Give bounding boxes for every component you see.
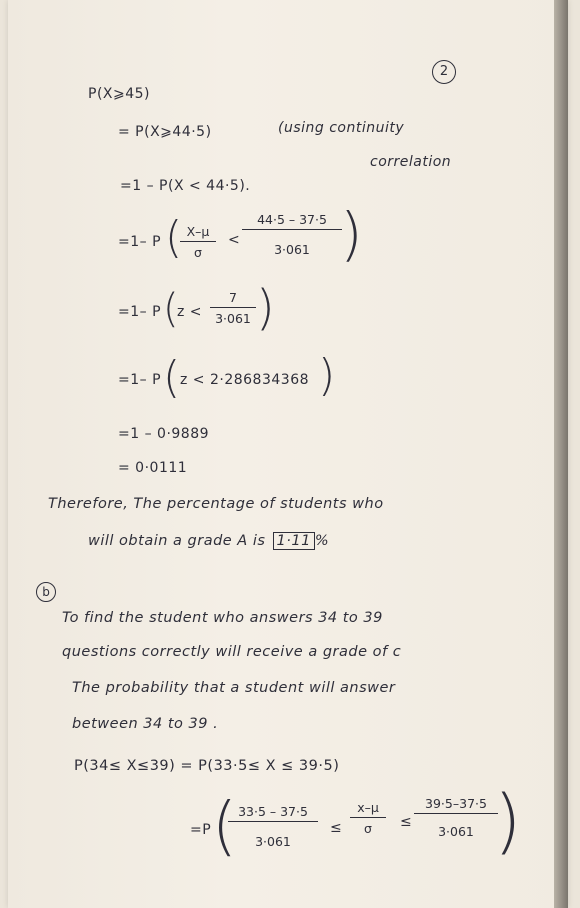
z-less: z < — [177, 304, 203, 320]
less-than: < — [228, 232, 241, 248]
standardize-prefix: =1– P — [118, 234, 162, 250]
decimal-prefix: =1– P — [118, 372, 162, 388]
continuity-step: = P(X⩾44·5) — [118, 124, 212, 140]
value-fraction: 44·5 – 37·5 3·061 — [242, 212, 342, 257]
result-step: = 0·0111 — [118, 460, 188, 476]
part-b-line-1: To find the student who answers 34 to 39 — [62, 610, 383, 626]
subtraction-step: =1 – 0·9889 — [118, 426, 210, 442]
z-fraction: 7 3·061 — [210, 290, 256, 326]
left-paren: ( — [163, 286, 179, 332]
conclusion-line-1: Therefore, The percentage of students who — [48, 496, 384, 512]
lower-bound-fraction: 33·5 – 37·5 3·061 — [228, 804, 318, 849]
right-paren: ) — [318, 350, 336, 401]
right-paren: ) — [340, 200, 363, 268]
part-b-line-4: between 34 to 39 . — [72, 716, 219, 732]
page-number-circle: 2 — [432, 60, 456, 84]
right-paren: ) — [494, 780, 522, 862]
conclusion-text: will obtain a grade A is — [88, 533, 266, 549]
standardized-fraction: x–μ σ — [350, 800, 386, 836]
page-edge-shadow — [554, 0, 568, 908]
part-b-line-3: The probability that a student will answer — [72, 680, 396, 696]
left-paren: ( — [163, 352, 181, 403]
z-prefix: =1– P — [118, 304, 162, 320]
decimal-inner: z < 2·286834368 — [180, 372, 310, 388]
prob-expression: P(X⩾45) — [88, 86, 151, 102]
interval-probability: P(34≤ X≤39) = P(33·5≤ X ≤ 39·5) — [74, 758, 340, 774]
continuity-note-cont: correlation — [370, 154, 452, 170]
boxed-answer: 1·11 — [273, 532, 315, 550]
part-b-line-2: questions correctly will receive a grade of c — [62, 644, 402, 660]
left-paren: ( — [165, 212, 183, 263]
complement-step: =1 – P(X < 44·5). — [120, 178, 251, 194]
standardize-fraction: X–μ σ — [180, 224, 216, 260]
left-paren: ( — [212, 790, 237, 864]
upper-bound-fraction: 39·5–37·5 3·061 — [414, 796, 498, 839]
right-paren: ) — [256, 280, 275, 336]
leq-sign-2: ≤ — [400, 814, 413, 830]
conclusion-line-2 — [88, 532, 329, 550]
section-label-b: b — [36, 582, 56, 602]
continuity-note: (using continuity — [278, 120, 405, 136]
percent-sign: % — [314, 533, 330, 549]
interval-prefix: =P — [190, 822, 212, 838]
leq-sign-1: ≤ — [330, 820, 343, 836]
